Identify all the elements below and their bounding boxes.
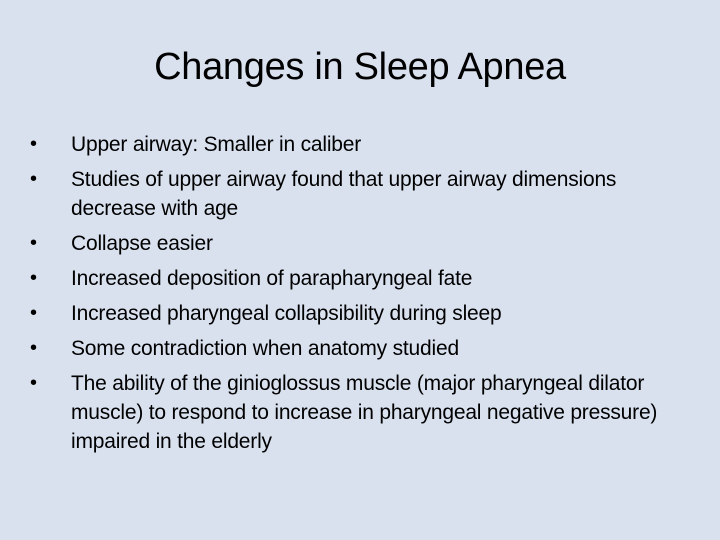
bullet-text: Studies of upper airway found that upper airway dimensions decrease with age bbox=[71, 168, 617, 220]
bullet-marker: • bbox=[30, 168, 37, 190]
bullet-marker: • bbox=[30, 337, 37, 359]
bullet-text: Upper airway: Smaller in caliber bbox=[71, 133, 362, 156]
bullet-marker: • bbox=[30, 133, 37, 155]
bullet-text: Increased deposition of parapharyngeal fate bbox=[71, 267, 473, 290]
bullet-text: Collapse easier bbox=[71, 232, 213, 255]
bullet-text: The ability of the ginioglossus muscle (major pharyngeal dilator muscle) to respond to increase in pharyngeal negative pressure) impaired in the elderly bbox=[71, 372, 658, 453]
bullet-text: Increased pharyngeal collapsibility during sleep bbox=[71, 302, 502, 325]
bullet-item bbox=[30, 264, 690, 293]
bullet-list bbox=[30, 130, 690, 462]
bullet-item bbox=[30, 299, 690, 328]
slide-title: Changes in Sleep Apnea bbox=[154, 46, 566, 88]
bullet-marker: • bbox=[30, 267, 37, 289]
bullet-marker: • bbox=[30, 302, 37, 324]
bullet-marker: • bbox=[30, 372, 37, 394]
bullet-text: Some contradiction when anatomy studied bbox=[71, 337, 459, 360]
bullet-item bbox=[30, 334, 690, 363]
bullet-item bbox=[30, 369, 690, 456]
bullet-item bbox=[30, 229, 690, 258]
bullet-item bbox=[30, 130, 690, 159]
bullet-marker: • bbox=[30, 232, 37, 254]
bullet-item bbox=[30, 165, 690, 223]
